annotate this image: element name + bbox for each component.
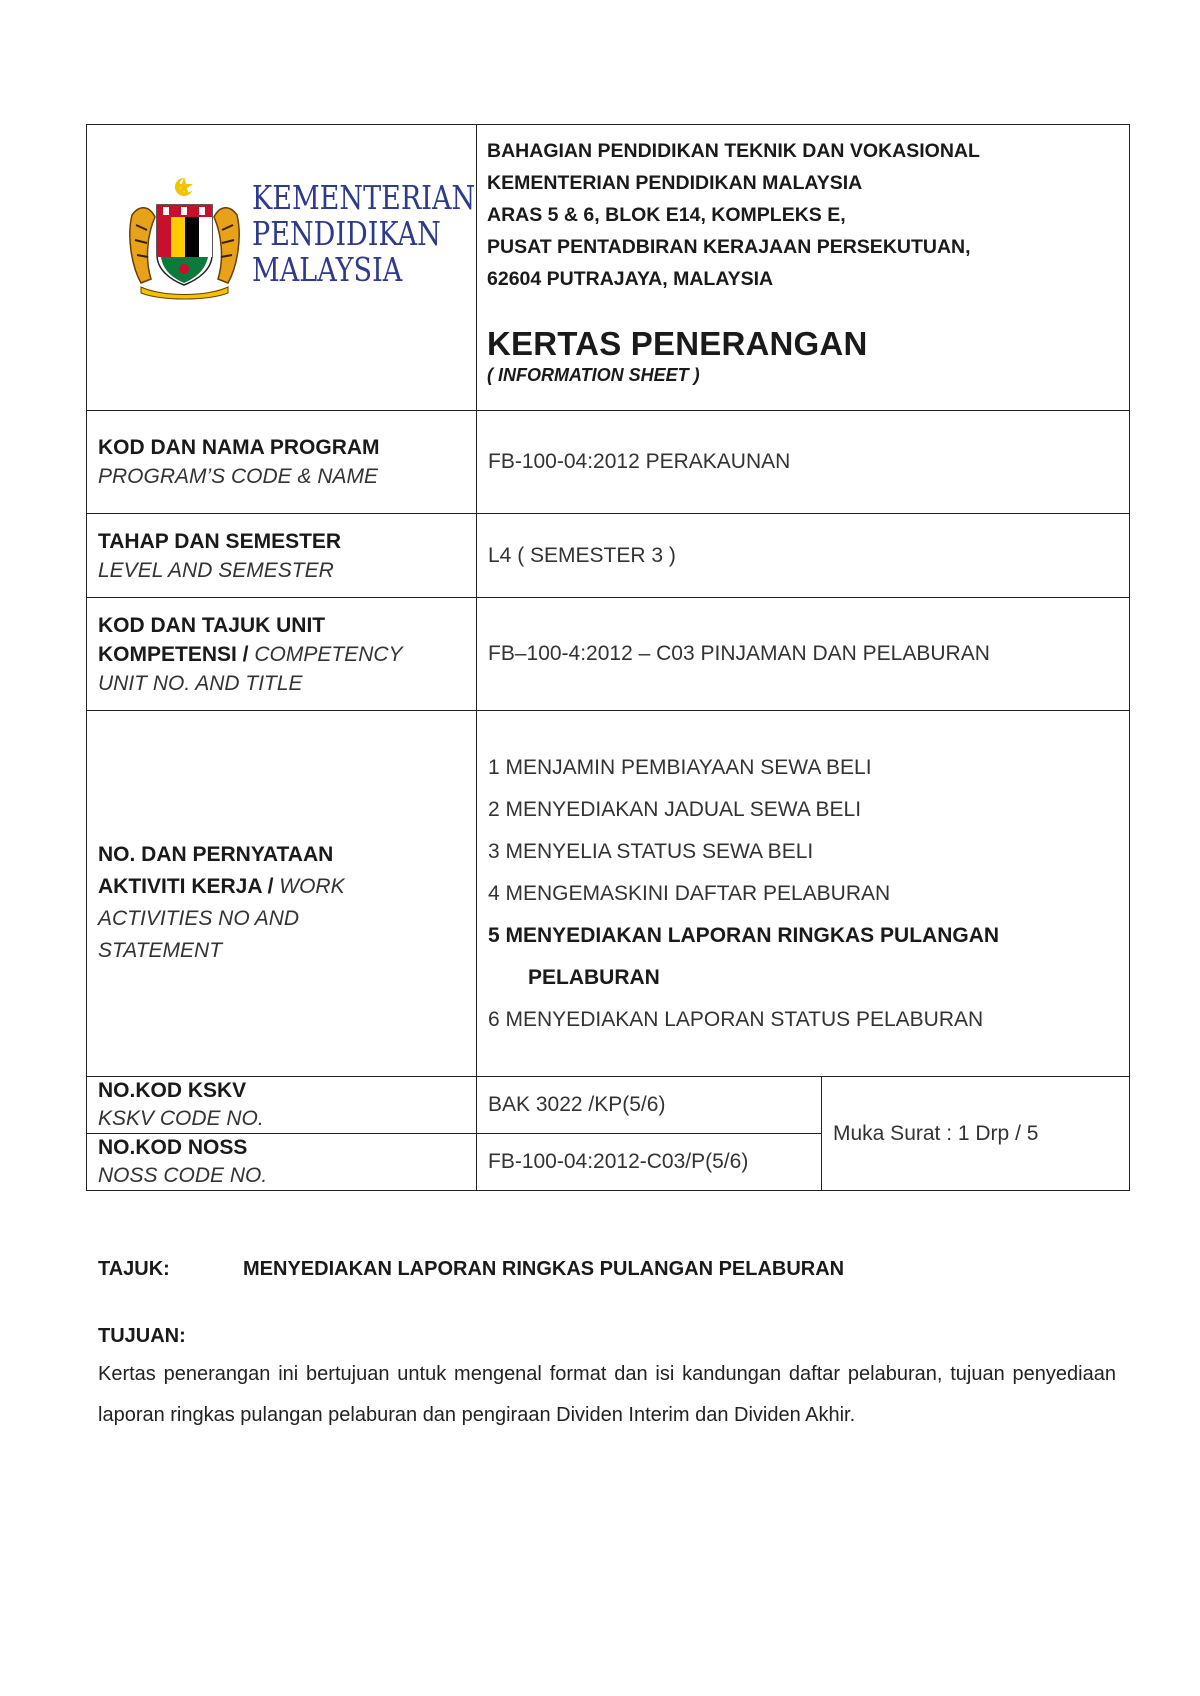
activities-label: NO. DAN PERNYATAAN	[98, 842, 334, 866]
program-label-en: PROGRAM’S CODE & NAME	[98, 465, 379, 488]
kskv-label-en: KSKV CODE NO.	[98, 1107, 264, 1130]
sheet-title: KERTAS PENERANGAN	[487, 325, 868, 362]
address-line: ARAS 5 & 6, BLOK E14, KOMPLEKS E,	[487, 204, 846, 226]
unit-value-cell	[477, 598, 1130, 711]
address-block	[477, 135, 1129, 295]
noss-value: FB-100-04:2012-C03/P(5/6)	[488, 1150, 749, 1173]
program-value-cell	[477, 411, 1130, 514]
ministry-wordmark: KEMENTERIAN PENDIDIKAN MALAYSIA	[252, 178, 476, 289]
activity-item: 2 MENYEDIAKAN JADUAL SEWA BELI	[488, 797, 862, 821]
activities-list	[488, 747, 1129, 1041]
unit-value: FB–100-4:2012 – C03 PINJAMAN DAN PELABURAN	[488, 642, 990, 665]
activity-item: 3 MENYELIA STATUS SEWA BELI	[488, 839, 814, 863]
activities-label-en: ACTIVITIES NO AND	[98, 906, 300, 930]
noss-label-cell	[87, 1134, 477, 1191]
level-label-cell	[87, 514, 477, 598]
activities-list-cell	[477, 711, 1130, 1077]
activities-label-line2: AKTIVITI KERJA / WORK	[98, 874, 345, 898]
address-line: BAHAGIAN PENDIDIKAN TEKNIK DAN VOKASIONAL	[487, 140, 980, 162]
activities-label-en-2: STATEMENT	[98, 938, 223, 962]
activity-item: 1 MENJAMIN PEMBIAYAAN SEWA BELI	[488, 755, 872, 779]
topic-label: TAJUK:	[98, 1258, 170, 1280]
activity-item: 4 MENGEMASKINI DAFTAR PELABURAN	[488, 881, 891, 905]
page-number: Muka Surat : 1 Drp / 5	[833, 1121, 1039, 1145]
noss-value-cell	[477, 1134, 822, 1191]
program-value: FB-100-04:2012 PERAKAUNAN	[488, 450, 791, 473]
noss-label-en: NOSS CODE NO.	[98, 1164, 268, 1187]
sheet-subtitle: ( INFORMATION SHEET )	[487, 365, 700, 385]
activity-item-current-cont: PELABURAN	[528, 965, 660, 989]
logo-cell	[87, 125, 477, 411]
level-label-en: LEVEL AND SEMESTER	[98, 558, 334, 582]
program-label: KOD DAN NAMA PROGRAM	[98, 436, 380, 459]
unit-label: KOD DAN TAJUK UNIT	[98, 613, 326, 637]
level-label: TAHAP DAN SEMESTER	[98, 529, 342, 553]
activities-label-cell	[87, 711, 477, 1077]
activity-item: 6 MENYEDIAKAN LAPORAN STATUS PELABURAN	[488, 1007, 984, 1031]
topic-line	[98, 1258, 844, 1281]
topic-value: MENYEDIAKAN LAPORAN RINGKAS PULANGAN PELABURAN	[243, 1258, 845, 1280]
information-sheet-table	[86, 124, 1130, 1191]
page-number-cell	[822, 1077, 1130, 1191]
activity-item-current: 5 MENYEDIAKAN LAPORAN RINGKAS PULANGAN	[488, 923, 1000, 947]
unit-label-en: UNIT NO. AND TITLE	[98, 671, 303, 695]
level-value: L4 ( SEMESTER 3 )	[488, 543, 676, 567]
kskv-value-cell	[477, 1077, 822, 1134]
kskv-label: NO.KOD KSKV	[98, 1079, 247, 1102]
program-label-cell	[87, 411, 477, 514]
coat-of-arms-logo	[127, 175, 242, 300]
address-line: KEMENTERIAN PENDIDIKAN MALAYSIA	[487, 172, 863, 194]
header-address-cell	[477, 125, 1130, 411]
address-line: 62604 PUTRAJAYA, MALAYSIA	[487, 268, 774, 290]
objective-heading: TUJUAN:	[98, 1325, 186, 1347]
unit-label-cell	[87, 598, 477, 711]
kskv-value: BAK 3022 /KP(5/6)	[488, 1093, 666, 1116]
level-value-cell	[477, 514, 1130, 598]
unit-label-line2: KOMPETENSI / COMPETENCY	[98, 642, 403, 666]
objective-paragraph: Kertas penerangan ini bertujuan untuk mengenal format dan isi kandungan daftar pelaburan, tujuan penyediaan laporan ringkas pulangan pelaburan dan pengiraan Dividen Interim dan Dividen Akhir.	[98, 1363, 1116, 1426]
kskv-label-cell	[87, 1077, 477, 1134]
noss-label: NO.KOD NOSS	[98, 1136, 248, 1159]
address-line: PUSAT PENTADBIRAN KERAJAAN PERSEKUTUAN,	[487, 236, 971, 258]
